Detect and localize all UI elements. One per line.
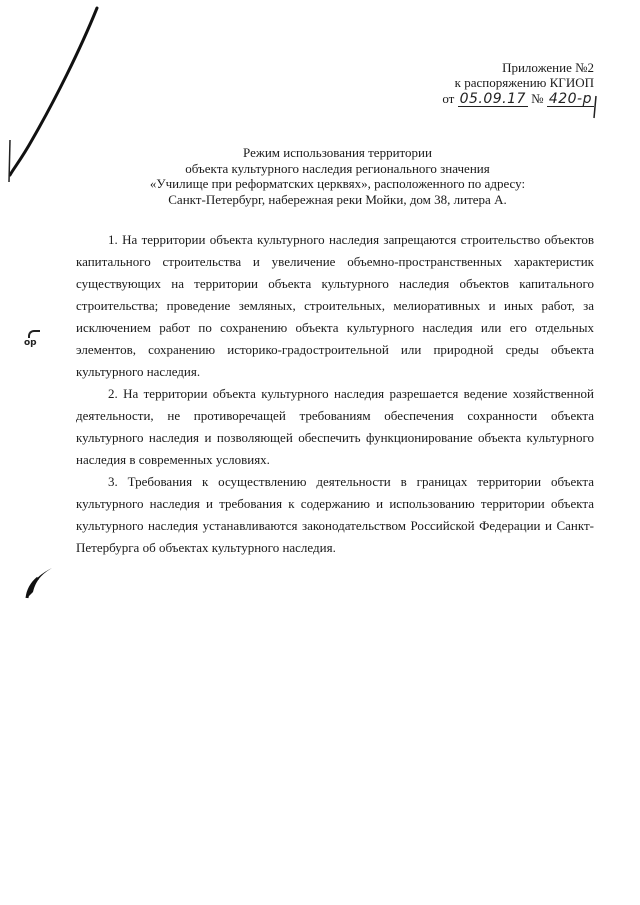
- binding-mark: [27, 568, 52, 598]
- date-prefix: от: [442, 91, 455, 106]
- paragraph-2: 2. На территории объекта культурного наследия разрешается ведение хозяйственной деятельности, не противоречащей требованиям обеспечения сохранности объекта культурного наследия и позволяющей обеспечить функционирование объекта культурного наследия в современных условиях.: [76, 386, 594, 467]
- appendix-label: Приложение №2: [502, 60, 594, 75]
- document-body: [76, 229, 594, 559]
- paragraph-3: 3. Требования к осуществлению деятельности в границах территории объекта культурного наследия и требования к содержанию и использованию территории объекта культурного наследия устанавливаются законодательством Российской Федерации и Санкт-Петербурга об объектах культурного наследия.: [76, 474, 594, 555]
- title-line-3: «Училище при реформатских церквях», расположенного по адресу:: [149, 176, 526, 191]
- document-title: [60, 145, 615, 207]
- margin-mark-text: ор: [24, 338, 37, 348]
- number-prefix: №: [531, 91, 544, 106]
- title-line-1: Режим использования территории: [243, 145, 432, 160]
- handwritten-date: 05.09.17: [459, 91, 526, 107]
- order-reference: к распоряжению КГИОП: [454, 75, 594, 90]
- date-number-line: [442, 91, 594, 107]
- handwritten-number: 420-р: [548, 91, 592, 107]
- appendix-header: [442, 60, 594, 107]
- title-line-4: Санкт-Петербург, набережная реки Мойки, дом 38, литера А.: [168, 191, 507, 207]
- margin-stamp: [24, 330, 40, 348]
- title-line-2: объекта культурного наследия регионального значения: [185, 160, 490, 176]
- paragraph-1: 1. На территории объекта культурного наследия запрещаются строительство объектов капитального строительства и увеличение объемно-пространственных характеристик существующих на территории объекта культурного наследия объектов капитального строительства; проведение земляных, строительных, мелиоративных и иных работ, за исключением работ по сохранению объекта культурного наследия или его отдельных элементов, сохранению историко-градостроительной или природной среды объекта культурного наследия.: [76, 232, 594, 379]
